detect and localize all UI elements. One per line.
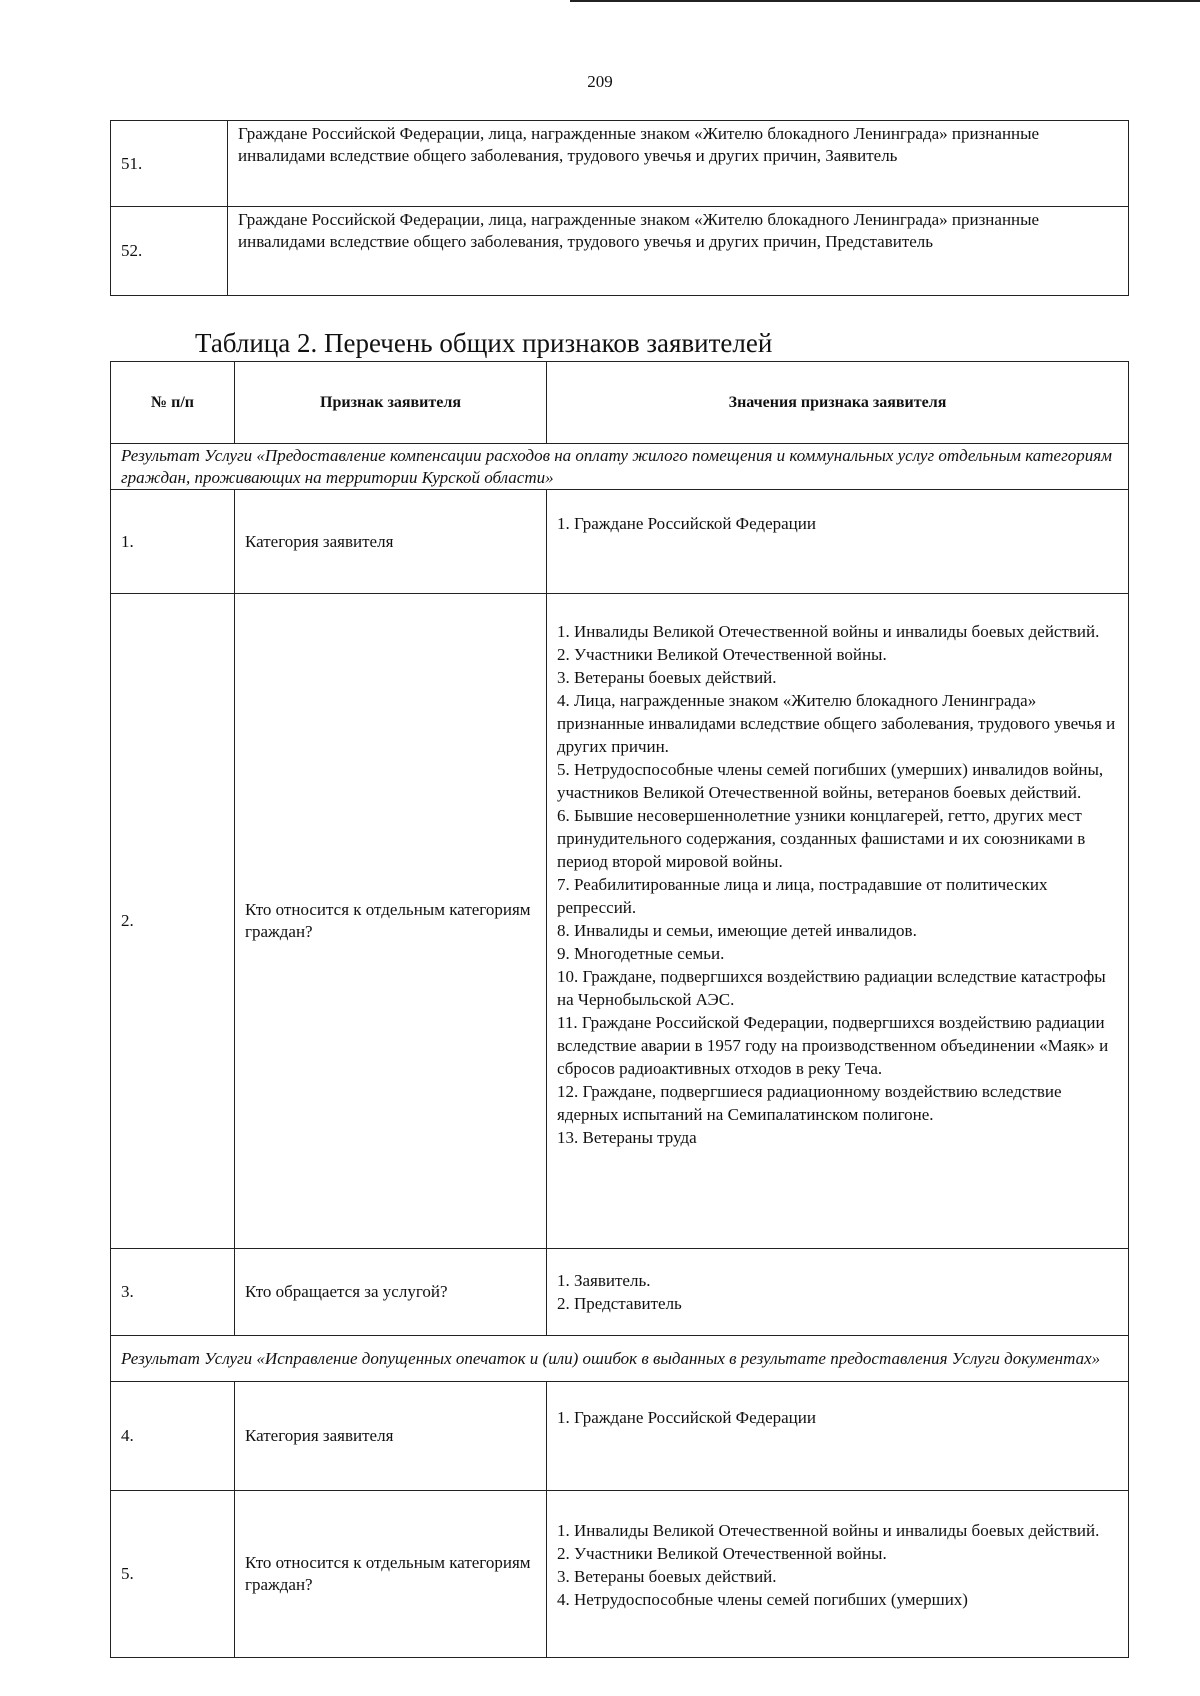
list-item: 11. Граждане Российской Федерации, подвергшихся воздействию радиации вследствие аварии в 1957 году на производственном объединении «Маяк» и сбросов радиоактивных отходов в реку Теча. <box>557 1013 1109 1078</box>
list-item: 1. Инвалиды Великой Отечественной войны и инвалиды боевых действий. <box>557 622 1100 641</box>
list-item: 1. Заявитель. <box>557 1271 651 1290</box>
list-item: 13. Ветераны труда <box>557 1128 697 1147</box>
list-item: 3. Ветераны боевых действий. <box>557 668 777 687</box>
header-number: № п/п <box>111 362 235 444</box>
header-values: Значения признака заявителя <box>547 362 1129 444</box>
table-row <box>111 121 1129 207</box>
row-number: 4. <box>111 1382 235 1491</box>
row-number: 1. <box>111 490 235 594</box>
row-attribute: Кто относится к отдельным категориям граждан? <box>235 1491 547 1658</box>
list-item: 6. Бывшие несовершеннолетние узники концлагерей, гетто, других мест принудительного содержания, созданных фашистами и их союзниками в период второй мировой войны. <box>557 806 1086 871</box>
list-item: 1. Граждане Российской Федерации <box>557 514 816 533</box>
list-item: 10. Граждане, подвергшихся воздействию радиации вследствие катастрофы на Чернобыльской АЭС. <box>557 967 1106 1009</box>
table-row <box>111 207 1129 296</box>
row-values <box>547 1249 1129 1336</box>
list-item: 2. Участники Великой Отечественной войны. <box>557 1544 887 1563</box>
row-values <box>547 1382 1129 1491</box>
table-row <box>111 1382 1129 1491</box>
section-title: Результат Услуги «Предоставление компенсации расходов на оплату жилого помещения и коммунальных услуг отдельным категориям граждан, проживающих на территории Курской области» <box>111 444 1129 490</box>
row-attribute: Категория заявителя <box>235 490 547 594</box>
header-row <box>111 362 1129 444</box>
row-text: Граждане Российской Федерации, лица, награжденные знаком «Жителю блокадного Ленинграда» признанные инвалидами вследствие общего заболевания, трудового увечья и других причин, Представитель <box>228 207 1129 296</box>
top-rule <box>570 0 1200 2</box>
row-number: 2. <box>111 594 235 1249</box>
list-item: 1. Инвалиды Великой Отечественной войны и инвалиды боевых действий. <box>557 1521 1100 1540</box>
page-number: 209 <box>587 72 613 91</box>
list-item: 3. Ветераны боевых действий. <box>557 1567 777 1586</box>
list-item: 2. Участники Великой Отечественной войны. <box>557 645 887 664</box>
list-item: 4. Лица, награжденные знаком «Жителю блокадного Ленинграда» признанные инвалидами вследствие общего заболевания, трудового увечья и других причин. <box>557 691 1116 756</box>
list-item: 5. Нетрудоспособные члены семей погибших (умерших) инвалидов войны, участников Великой Отечественной войны, ветеранов боевых действий. <box>557 760 1104 802</box>
row-values <box>547 594 1129 1249</box>
list-item: 9. Многодетные семьи. <box>557 944 725 963</box>
row-text: Граждане Российской Федерации, лица, награжденные знаком «Жителю блокадного Ленинграда» признанные инвалидами вследствие общего заболевания, трудового увечья и других причин, Заявитель <box>228 121 1129 207</box>
row-number: 52. <box>111 207 228 296</box>
table-row <box>111 594 1129 1249</box>
header-attribute: Признак заявителя <box>235 362 547 444</box>
table-caption: Таблица 2. Перечень общих признаков заявителей <box>195 328 773 358</box>
list-item: 2. Представитель <box>557 1294 682 1313</box>
applicant-attributes-table <box>110 361 1129 1658</box>
table-row <box>111 1249 1129 1336</box>
row-attribute: Категория заявителя <box>235 1382 547 1491</box>
row-number: 3. <box>111 1249 235 1336</box>
section-title: Результат Услуги «Исправление допущенных опечаток и (или) ошибок в выданных в результате предоставления Услуги документах» <box>111 1336 1129 1382</box>
table-row <box>111 1491 1129 1658</box>
list-item: 7. Реабилитированные лица и лица, пострадавшие от политических репрессий. <box>557 875 1048 917</box>
list-item: 12. Граждане, подвергшиеся радиационному воздействию вследствие ядерных испытаний на Семипалатинском полигоне. <box>557 1082 1062 1124</box>
section-row <box>111 444 1129 490</box>
applicants-table-continued <box>110 120 1129 296</box>
row-number: 51. <box>111 121 228 207</box>
table-row <box>111 490 1129 594</box>
row-number: 5. <box>111 1491 235 1658</box>
list-item: 8. Инвалиды и семьи, имеющие детей инвалидов. <box>557 921 917 940</box>
row-attribute: Кто относится к отдельным категориям граждан? <box>235 594 547 1249</box>
row-attribute: Кто обращается за услугой? <box>235 1249 547 1336</box>
row-values <box>547 490 1129 594</box>
list-item: 4. Нетрудоспособные члены семей погибших (умерших) <box>557 1590 968 1609</box>
section-row <box>111 1336 1129 1382</box>
list-item: 1. Граждане Российской Федерации <box>557 1408 816 1427</box>
row-values <box>547 1491 1129 1658</box>
